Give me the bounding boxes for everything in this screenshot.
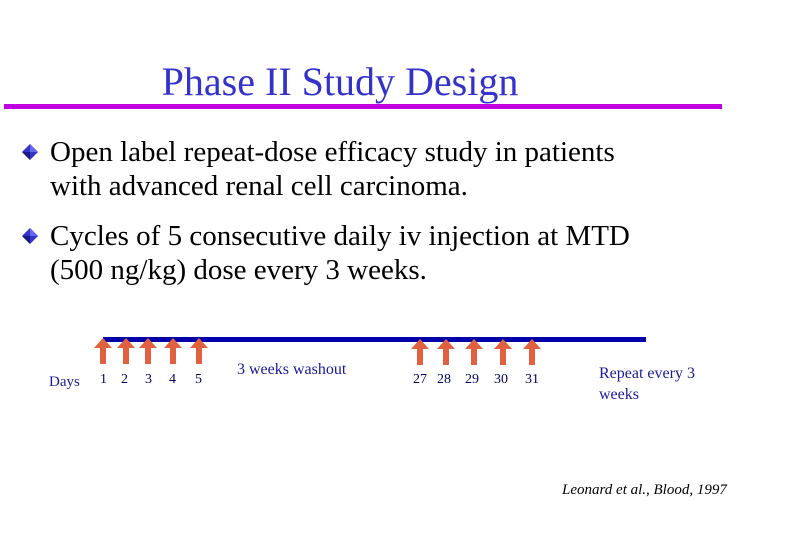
- day-number: 4: [169, 372, 176, 387]
- repeat-label: Repeat every 3 weeks: [599, 365, 695, 403]
- page-title: Phase II Study Design: [161, 59, 519, 104]
- dose-arrow-icon: [494, 339, 512, 365]
- title-underline: [4, 104, 722, 109]
- citation: Leonard et al., Blood, 1997: [562, 482, 727, 498]
- day-number: 5: [195, 372, 202, 387]
- day-number: 2: [121, 372, 128, 387]
- dose-arrow-icon: [190, 338, 208, 364]
- dose-arrow-icon: [139, 338, 157, 364]
- day-number: 27: [413, 372, 427, 387]
- dose-arrow-icon: [523, 339, 541, 365]
- day-number: 30: [494, 372, 508, 387]
- day-number: 3: [145, 372, 152, 387]
- dose-arrow-icon: [437, 339, 455, 365]
- diamond-bullet-icon: [22, 144, 38, 160]
- dose-arrow-icon: [164, 338, 182, 364]
- dose-arrow-icon: [465, 339, 483, 365]
- timeline-bar: [103, 337, 646, 342]
- day-number: 1: [100, 372, 107, 387]
- washout-label: 3 weeks washout: [237, 361, 347, 378]
- day-number: 29: [465, 372, 479, 387]
- day-number: 28: [437, 372, 451, 387]
- days-label: Days: [49, 374, 80, 390]
- day-number: 31: [525, 372, 539, 387]
- dose-arrow-icon: [117, 338, 135, 364]
- bullet-2-line-1: Cycles of 5 consecutive daily iv injection at MTD: [50, 220, 630, 252]
- dose-arrow-icon: [411, 339, 429, 365]
- bullet-1-line-2: with advanced renal cell carcinoma.: [50, 170, 468, 202]
- dose-arrow-icon: [94, 338, 112, 364]
- bullet-1-line-1: Open label repeat-dose efficacy study in patients: [50, 136, 615, 168]
- bullet-2-line-2: (500 ng/kg) dose every 3 weeks.: [50, 254, 427, 286]
- diamond-bullet-icon: [22, 228, 38, 244]
